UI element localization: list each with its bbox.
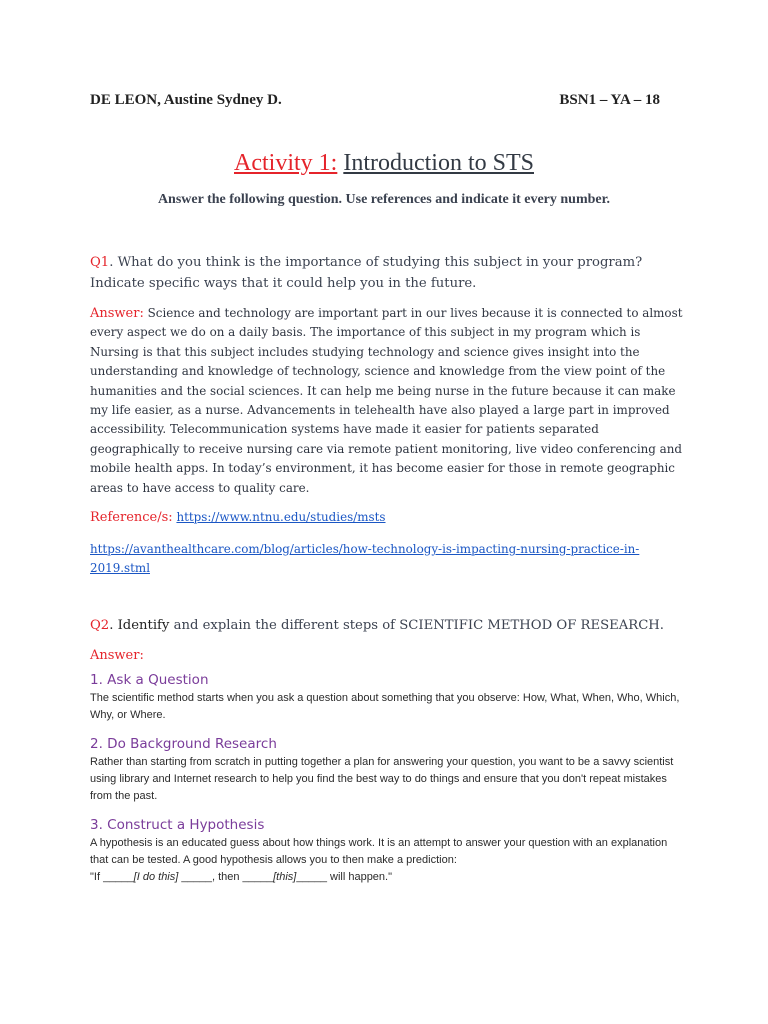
instructions: Answer the following question. Use references and indicate it every number.: [157, 192, 611, 207]
activity-topic: Introduction to STS: [343, 150, 534, 176]
step-3: [90, 817, 680, 886]
step-2-desc: Rather than starting from scratch in putting together a plan for answering your question, you want to be a savvy scientist using library and Internet research to help you find the best way to do things and ensure that you don't repeat mistakes from the past.: [90, 756, 674, 802]
activity-label: Activity 1:: [234, 150, 338, 176]
student-section: BSN1 – YA – 18: [559, 92, 660, 108]
student-name: DE LEON, Austine Sydney D.: [90, 92, 282, 108]
q1-answer-label: Answer:: [90, 306, 144, 321]
step-3-title: 3. Construct a Hypothesis: [90, 817, 265, 833]
q1-answer: [90, 304, 690, 498]
step-3-example: [90, 869, 680, 886]
q1-number: Q1: [90, 255, 110, 270]
q1-text: . What do you think is the importance of studying this subject in your program? Indicate specific ways that it could help you in the future.: [90, 255, 643, 291]
q2-question: [90, 615, 690, 636]
reference-link-2[interactable]: https://avanthealthcare.com/blog/articles/how-technology-is-impacting-nursing-practice-in-2019.stml: [90, 542, 640, 575]
page-title: [0, 150, 768, 177]
step-1-desc: The scientific method starts when you ask a question about something that you observe: How, What, When, Who, Which, Why, or Where.: [90, 692, 680, 721]
q2-number: Q2: [90, 618, 110, 633]
q1-references: [90, 508, 690, 527]
step-3-desc: A hypothesis is an educated guess about how things work. It is an attempt to answer your question with an explanation that can be tested. A good hypothesis allows you to then make a prediction:: [90, 837, 668, 866]
q2-text-b: and explain the different steps of SCIENTIFIC METHOD OF RESEARCH.: [169, 618, 664, 633]
reference-label: Reference/s:: [90, 510, 173, 525]
step-1: [90, 672, 680, 724]
example-part-d: [this]: [273, 871, 297, 883]
header-row: [90, 92, 660, 109]
q1-answer-text: Science and technology are important part in our lives because it is connected to almost every aspect we do on a daily basis. The importance of this subject in my program which is Nursing is that this subject includes studying technology and science gives insight into the understanding and knowledge of technology, science and knowledge from the view point of the humanities and the social sciences. It can help me being nurse in the future because it can make my life easier, as a nurse. Advancements in telehealth have also played a large part in improved accessibility. Telecommunication systems have made it easier for patients separated geographically to receive nursing care via remote patient monitoring, live video conferencing and mobile health apps. In today’s environment, it has become easier for those in remote geographic areas to have access to quality care.: [90, 306, 683, 495]
q2-answer-label: Answer:: [90, 648, 144, 663]
q1-question: [90, 252, 675, 294]
example-part-a: "If _____: [90, 871, 134, 883]
step-1-title: 1. Ask a Question: [90, 672, 209, 688]
q2-text-a: . Identify: [109, 618, 170, 633]
q1-reference-2: [90, 540, 690, 578]
step-2-title: 2. Do Background Research: [90, 736, 277, 752]
step-2: [90, 736, 680, 805]
example-part-b: [I do this]: [133, 871, 179, 883]
reference-link-1[interactable]: https://www.ntnu.edu/studies/msts: [176, 510, 386, 524]
example-part-c: _____, then _____: [178, 871, 274, 883]
example-part-e: _____ will happen.": [296, 871, 393, 883]
